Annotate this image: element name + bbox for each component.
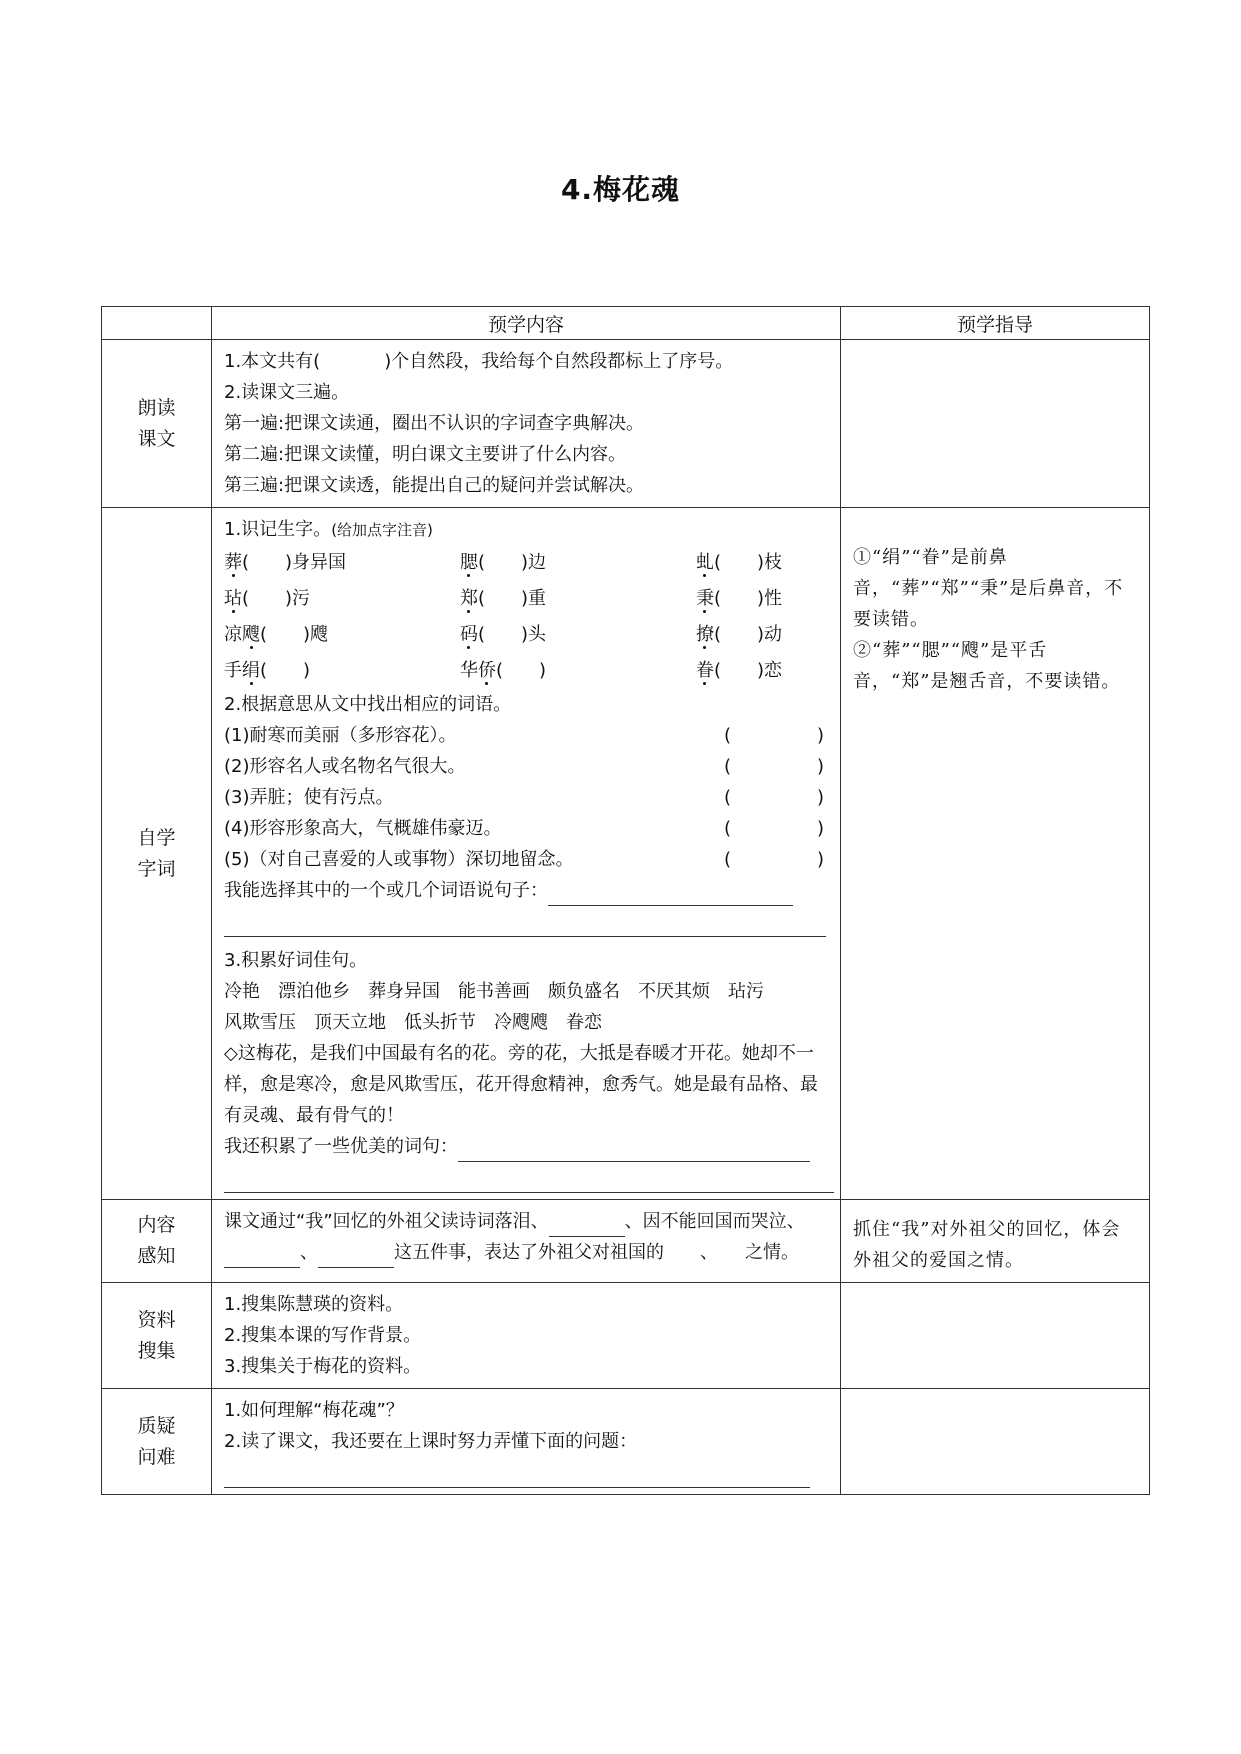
dotted-character: 码 (459, 624, 478, 645)
pinyin-item[interactable] (224, 545, 460, 581)
section-title: 1.识记生字。(给加点字注音) (224, 519, 433, 540)
meaning-list (224, 720, 830, 875)
word-prefix: 华 (459, 660, 478, 681)
word-prefix: 手 (224, 660, 242, 681)
list-item: 1.搜集陈慧瑛的资料。 (224, 1294, 404, 1315)
guide-note: 抓住“我”对外祖父的回忆，体会外祖父的爱国之情。 (853, 1219, 1121, 1271)
paren-close: ) (816, 756, 824, 777)
word-suffix: ( )边 (477, 552, 547, 573)
dotted-character: 玷 (224, 588, 242, 609)
word-suffix: ( )重 (477, 588, 547, 609)
paren-open: ( (724, 725, 732, 746)
vocabulary-guide (841, 508, 1150, 1200)
word-suffix: ( )身异国 (242, 552, 347, 573)
row-research (102, 1283, 1150, 1389)
dotted-character: 腮 (459, 552, 478, 573)
questions-guide (841, 1389, 1150, 1495)
answer-parentheses[interactable] (724, 844, 824, 875)
page-title: 4.梅花魂 (560, 173, 681, 206)
row-label-questions: 质疑 问难 (102, 1389, 212, 1495)
meaning-text: (1)耐寒而美丽（多形容花）。 (224, 725, 457, 746)
pinyin-item[interactable] (224, 617, 460, 653)
pinyin-item[interactable] (696, 545, 830, 581)
guide-note: ②“葬”“腮”“飕”是平舌音，“郑”是翘舌音，不要读错。 (853, 640, 1121, 692)
pinyin-item[interactable] (224, 653, 460, 689)
answer-line[interactable] (224, 1457, 810, 1488)
pinyin-item[interactable] (460, 581, 696, 617)
header-guide: 预学指导 (841, 307, 1150, 340)
word-list: 风欺雪压 顶天立地 低头折节 冷飕飕 眷恋 (224, 1012, 602, 1033)
meaning-item (224, 844, 830, 875)
meaning-item (224, 813, 830, 844)
dotted-character: 飕 (242, 624, 260, 645)
word-suffix: ( )恋 (713, 660, 782, 681)
pinyin-item[interactable] (696, 581, 830, 617)
dotted-character: 撩 (695, 624, 714, 645)
dotted-character: 葬 (224, 552, 242, 573)
blank-1[interactable] (549, 1216, 625, 1237)
word-suffix: ( )动 (713, 624, 782, 645)
answer-line[interactable] (458, 1139, 810, 1162)
dotted-character: 侨 (477, 660, 496, 681)
pinyin-row (224, 653, 830, 689)
word-suffix: ( ) (495, 660, 547, 681)
meaning-item (224, 782, 830, 813)
quote-text: ◇这梅花，是我们中国最有名的花。旁的花，大抵是春暖才开花。她却不一样，愈是寒冷，愈是风欺雪压，花开得愈精神，愈秀气。她是最有品格、最有灵魂、最有骨气的！ (224, 1043, 818, 1126)
pinyin-grid (224, 545, 830, 689)
answer-parentheses[interactable] (724, 782, 824, 813)
answer-line[interactable] (548, 883, 793, 906)
row-label-comprehension: 内容 感知 (102, 1200, 212, 1283)
pinyin-row (224, 581, 830, 617)
section-title: 3.积累好词佳句。 (224, 950, 368, 971)
sentence-prompt: 我还积累了一些优美的词句： (224, 1131, 830, 1162)
paren-close: ) (816, 787, 824, 808)
comprehension-guide (841, 1200, 1150, 1283)
preview-table (101, 306, 1150, 1495)
paren-open: ( (724, 756, 732, 777)
questions-content (212, 1389, 841, 1495)
meaning-text: (5)（对自己喜爱的人或事物）深切地留念。 (224, 849, 574, 870)
table-header-row (102, 307, 1150, 340)
meaning-item (224, 751, 830, 782)
research-guide (841, 1283, 1150, 1389)
word-suffix: ( )污 (242, 588, 311, 609)
pinyin-item[interactable] (696, 617, 830, 653)
list-item: 2.搜集本课的写作背景。 (224, 1325, 422, 1346)
vocabulary-content (212, 508, 841, 1200)
word-suffix: ( )头 (477, 624, 547, 645)
pinyin-item[interactable] (460, 545, 696, 581)
meaning-text: (3)弄脏；使有污点。 (224, 787, 394, 808)
paragraph-count-line: 1.本文共有( )个自然段，我给每个自然段都标上了序号。 (224, 351, 734, 372)
pinyin-item[interactable] (224, 581, 460, 617)
answer-parentheses[interactable] (724, 751, 824, 782)
header-empty-cell (102, 307, 212, 340)
word-suffix: ( )性 (713, 588, 782, 609)
paren-close: ) (816, 818, 824, 839)
comprehension-content (212, 1200, 841, 1283)
blank-3[interactable] (318, 1247, 394, 1268)
word-list: 冷艳 漂泊他乡 葬身异国 能书善画 颇负盛名 不厌其烦 玷污 (224, 981, 764, 1002)
word-suffix: ( )枝 (713, 552, 782, 573)
row-comprehension (102, 1200, 1150, 1283)
pinyin-row (224, 617, 830, 653)
paren-open: ( (724, 849, 732, 870)
dotted-character: 眷 (695, 660, 714, 681)
word-suffix: ( )飕 (260, 624, 329, 645)
reading-content (212, 340, 841, 508)
header-content: 预学内容 (212, 307, 841, 340)
row-questions (102, 1389, 1150, 1495)
answer-parentheses[interactable] (724, 720, 824, 751)
word-suffix: ( ) (260, 660, 311, 681)
dotted-character: 虬 (695, 552, 714, 573)
dotted-character: 秉 (695, 588, 714, 609)
list-item: 第一遍:把课文读通，圈出不认识的字词查字典解决。 (224, 413, 645, 434)
blank-2[interactable] (224, 1247, 300, 1268)
sentence-prompt: 我能选择其中的一个或几个词语说句子： (224, 875, 830, 906)
row-label-research: 资料 搜集 (102, 1283, 212, 1389)
meaning-text: (2)形容名人或名物名气很大。 (224, 756, 466, 777)
row-vocabulary (102, 508, 1150, 1200)
dotted-character: 郑 (459, 588, 478, 609)
list-item: 3.搜集关于梅花的资料。 (224, 1356, 422, 1377)
dotted-character: 绢 (242, 660, 260, 681)
paren-close: ) (816, 849, 824, 870)
paren-close: ) (816, 725, 824, 746)
meaning-text: (4)形容形象高大，气概雄伟豪迈。 (224, 818, 502, 839)
list-item: 第三遍:把课文读透，能提出自己的疑问并尝试解决。 (224, 475, 645, 496)
list-item: 2.读了课文，我还要在上课时努力弄懂下面的问题： (224, 1431, 638, 1452)
pinyin-item[interactable] (460, 653, 696, 689)
fill-in-paragraph: 课文通过“我”回忆的外祖父读诗词落泪、 、因不能回国而哭泣、、 这五件事，表达了外祖父对祖国的 、 之情。 (224, 1206, 830, 1268)
list-item: 2.读课文三遍。 (224, 382, 350, 403)
meaning-item (224, 720, 830, 751)
word-prefix: 凉 (224, 624, 242, 645)
answer-line[interactable] (224, 906, 826, 937)
answer-line[interactable] (224, 1162, 834, 1193)
row-reading (102, 340, 1150, 508)
pinyin-item[interactable] (460, 617, 696, 653)
pinyin-row (224, 545, 830, 581)
research-content (212, 1283, 841, 1389)
pinyin-item[interactable] (696, 653, 830, 689)
answer-parentheses[interactable] (724, 813, 824, 844)
list-item: 1.如何理解“梅花魂”？ (224, 1400, 404, 1421)
reading-guide (841, 340, 1150, 508)
row-label-vocabulary: 自学 字词 (102, 508, 212, 1200)
section-title: 2.根据意思从文中找出相应的词语。 (224, 694, 512, 715)
paren-open: ( (724, 787, 732, 808)
paren-open: ( (724, 818, 732, 839)
guide-note: ①“绢”“眷”是前鼻音，“葬”“郑”“秉”是后鼻音，不要读错。 (853, 547, 1124, 630)
list-item: 第二遍:把课文读懂，明白课文主要讲了什么内容。 (224, 444, 627, 465)
row-label-reading: 朗读 课文 (102, 340, 212, 508)
